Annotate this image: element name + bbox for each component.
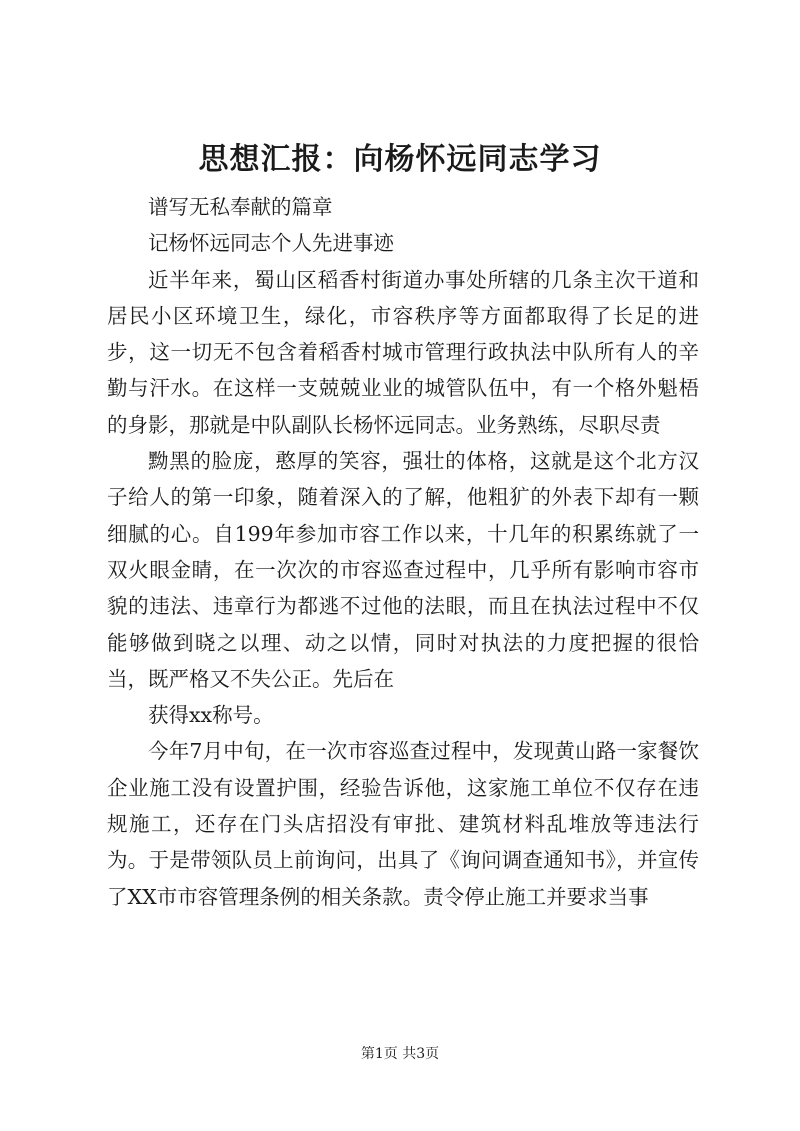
document-title: 思想汇报：向杨怀远同志学习 (198, 142, 602, 177)
paragraph-honor: 获得xx称号。 (148, 703, 274, 728)
paragraph-incident: 今年7月中旬，在一次市容巡查过程中，发现黄山路一家餐饮企业施工没有设置护围，经验告诉他，这家施工单位不仅存在违规施工，还存在门头店招没有审批、建筑材料乱堆放等违法行为。于是带领队员上前询问，出具了《询问调查通知书》，并宣传了XX市市容管理条例的相关条款。责令停止施工并要求当事 (107, 739, 699, 909)
paragraph-subtitle: 谱写无私奉献的篇章 (148, 195, 333, 219)
paragraph-character: 黝黑的脸庞，憨厚的笑容，强壮的体格，这就是这个北方汉子给人的第一印象，随着深入的了解，他粗犷的外表下却有一颗细腻的心。自199年参加市容工作以来，十几年的积累练就了一双火眼金睛，在一次次的市容巡查过程中，几乎所有影响市容市貌的违法、违章行为都逃不过他的法眼，而且在执法过程中不仅能够做到晓之以理、动之以情，同时对执法的力度把握的很恰当，既严格又不失公正。先后在 (107, 449, 699, 691)
paragraph-intro: 近半年来，蜀山区稻香村街道办事处所辖的几条主次干道和居民小区环境卫生，绿化，市容秩序等方面都取得了长足的进步，这一切无不包含着稻香村城市管理行政执法中队所有人的辛勤与汗水。在这样一支兢兢业业的城管队伍中，有一个格外魁梧的身影，那就是中队副队长杨怀远同志。业务熟练，尽职尽责 (107, 267, 699, 437)
page-footer: 第1页 共3页 (360, 1046, 440, 1062)
document-body (107, 189, 699, 915)
paragraph-heading: 记杨怀远同志个人先进事迹 (148, 231, 394, 256)
